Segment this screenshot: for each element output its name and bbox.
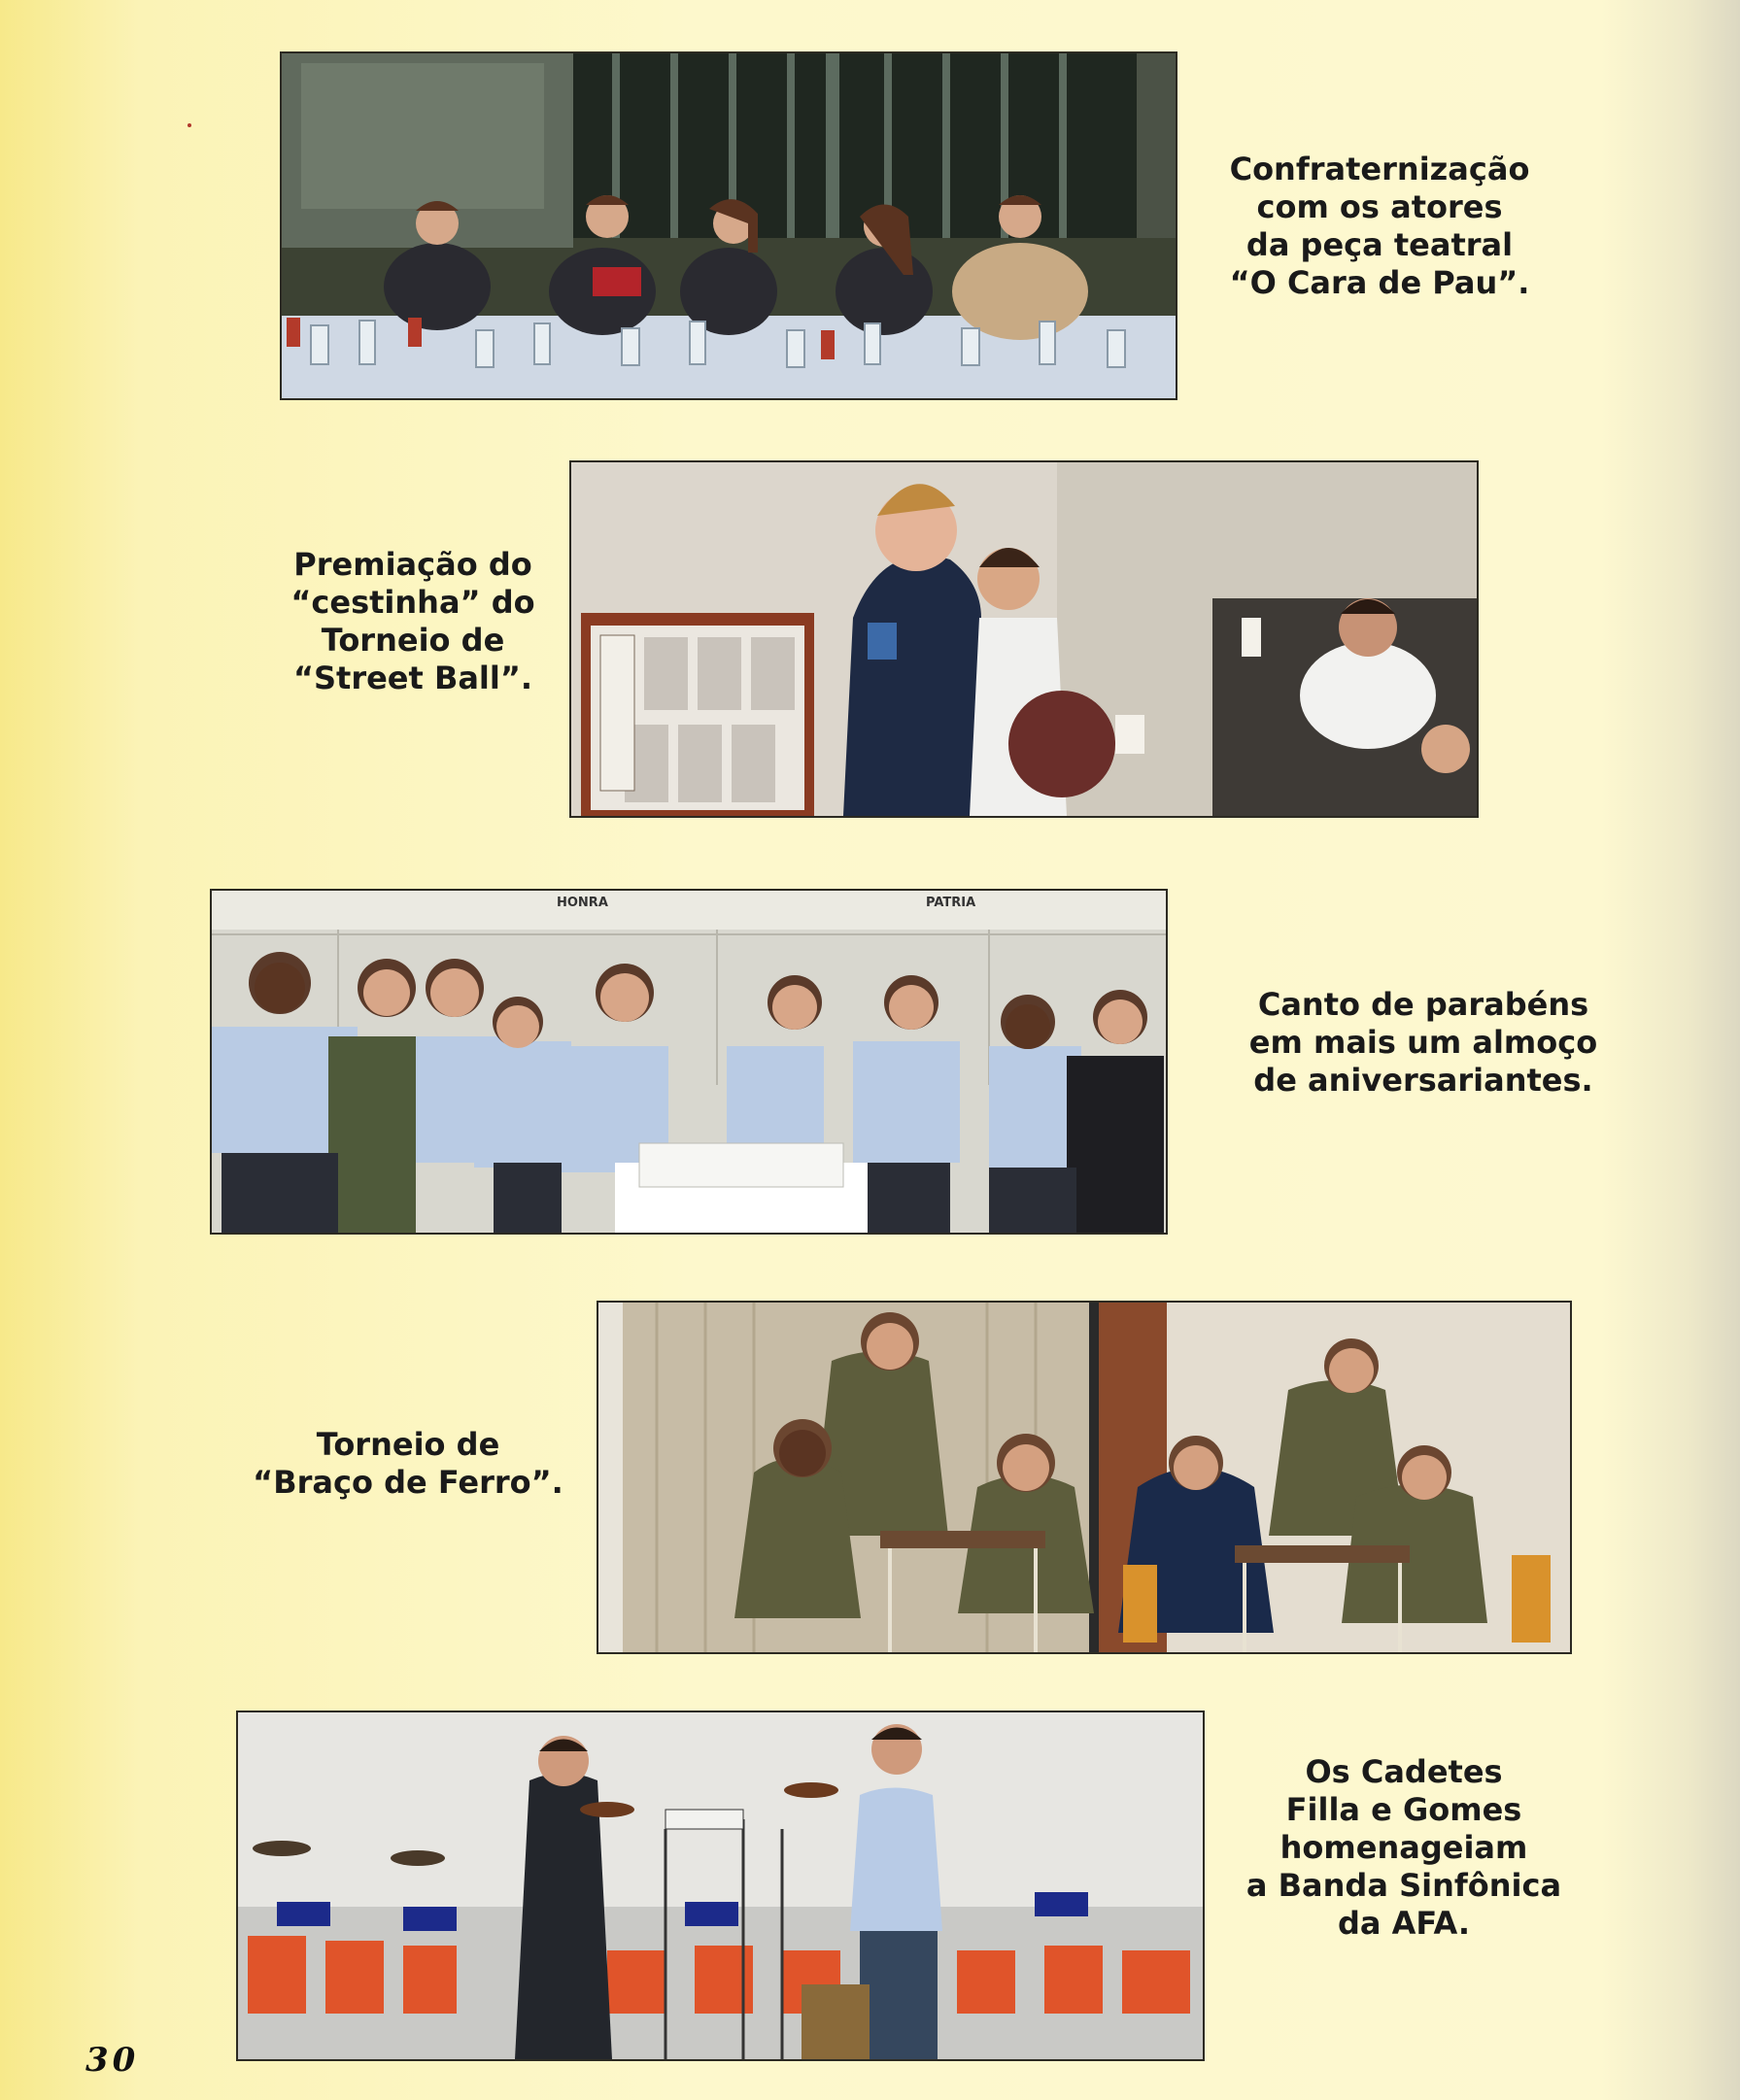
caption-birthday-song	[1190, 986, 1656, 1100]
caption-arm-wrestling	[243, 1426, 573, 1502]
caption-line: “Braço de Ferro”.	[253, 1464, 563, 1501]
caption-line: “O Cara de Pau”.	[1229, 264, 1530, 301]
caption-line: a Banda Sinfônica	[1245, 1867, 1562, 1904]
caption-line: “Street Ball”.	[292, 660, 533, 696]
caption-line: de aniversariantes.	[1253, 1062, 1593, 1099]
sign-patria: PATRIA	[926, 896, 976, 910]
caption-line: Torneio de	[316, 1426, 500, 1463]
caption-line: Torneio de	[321, 622, 505, 659]
photo-birthday-song	[212, 891, 1166, 1233]
caption-confraternization	[1195, 151, 1564, 302]
sign-honra: HONRA	[557, 896, 608, 910]
caption-line: com os atores	[1256, 188, 1503, 225]
caption-line: “cestinha” do	[290, 584, 535, 621]
caption-line: homenageiam	[1279, 1829, 1528, 1866]
caption-line: da AFA.	[1337, 1905, 1471, 1942]
caption-line: Premiação do	[293, 546, 532, 583]
photo-street-ball-award	[571, 462, 1477, 816]
photo-symphonic-band	[238, 1712, 1203, 2059]
caption-street-ball-award	[277, 546, 549, 697]
caption-line: em mais um almoço	[1248, 1024, 1598, 1061]
caption-line: Canto de parabéns	[1257, 986, 1589, 1023]
caption-line: Confraternização	[1229, 151, 1530, 187]
caption-line: Filla e Gomes	[1285, 1791, 1522, 1828]
caption-symphonic-band	[1219, 1753, 1588, 1943]
print-speck	[188, 123, 191, 127]
photo-arm-wrestling	[598, 1303, 1570, 1652]
page-number: 30	[85, 2041, 140, 2080]
caption-line: da peça teatral	[1245, 226, 1514, 263]
caption-line: Os Cadetes	[1305, 1753, 1503, 1790]
photo-confraternization	[282, 53, 1176, 398]
